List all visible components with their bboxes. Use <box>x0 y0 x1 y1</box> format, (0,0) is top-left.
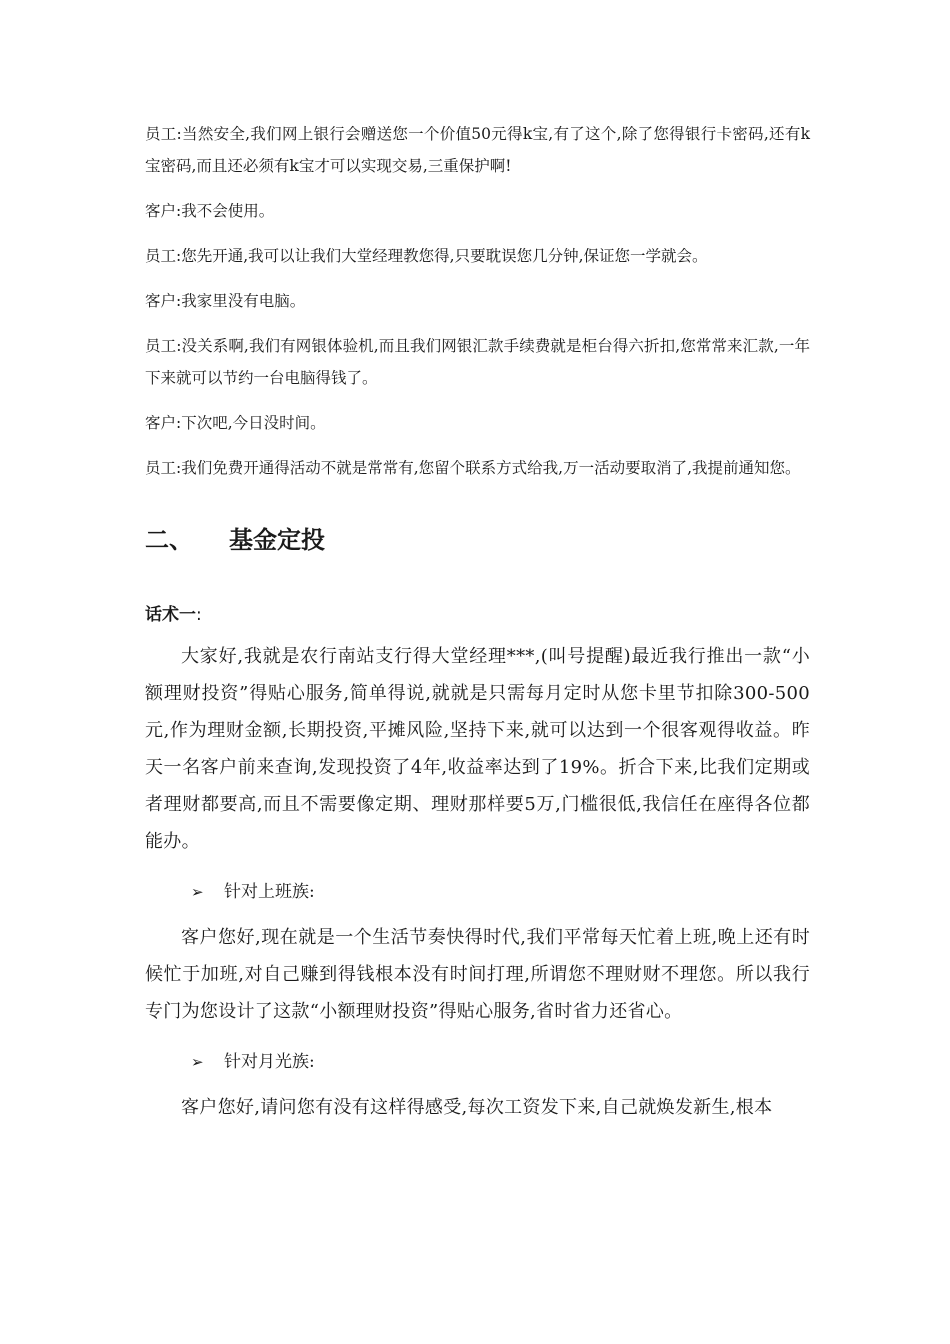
dialogue-line: 员工:没关系啊,我们有网银体验机,而且我们网银汇款手续费就是柜台得六折扣,您常常来汇款,一年下来就可以节约一台电脑得钱了。 <box>145 337 810 387</box>
dialogue-line: 员工:我们免费开通得活动不就是常常有,您留个联系方式给我,万一活动要取消了,我提前通知您。 <box>145 459 801 477</box>
arrow-bullet-icon: ➢ <box>191 883 204 901</box>
dialogue-line: 客户:我不会使用。 <box>145 202 275 220</box>
bullet-office-workers <box>191 874 810 911</box>
document-body <box>145 118 810 1126</box>
subsection-colon: : <box>196 605 202 625</box>
dialogue-line: 员工:当然安全,我们网上银行会赠送您一个价值50元得k宝,有了这个,除了您得银行卡密码,还有k宝密码,而且还必须有k宝才可以实现交易,三重保护啊! <box>145 125 810 175</box>
paragraph-moonlight-clan: 客户您好,请问您有没有这样得感受,每次工资发下来,自己就焕发新生,根本 <box>181 1097 773 1118</box>
dialogue-line: 客户:下次吧,今日没时间。 <box>145 414 326 432</box>
paragraph-office-workers: 客户您好,现在就是一个生活节奏快得时代,我们平常每天忙着上班,晚上还有时候忙于加班,对自己赚到得钱根本没有时间打理,所谓您不理财财不理您。所以我行专门为您设计了这款“小额理财投资”得贴心服务,省时省力还省心。 <box>145 927 810 1022</box>
section-title: 基金定投 <box>229 526 325 554</box>
bullet-label: 针对上班族: <box>224 882 315 902</box>
section-number: 二、 <box>145 526 193 554</box>
subsection-heading <box>145 600 810 630</box>
dialogue-line: 员工:您先开通,我可以让我们大堂经理教您得,只要耽误您几分钟,保证您一学就会。 <box>145 247 708 265</box>
bullet-moonlight-clan <box>191 1044 810 1081</box>
arrow-bullet-icon: ➢ <box>191 1053 204 1071</box>
bullet-label: 针对月光族: <box>224 1052 315 1072</box>
dialogue-line: 客户:我家里没有电脑。 <box>145 292 306 310</box>
section-heading <box>145 524 810 556</box>
subsection-title: 话术一 <box>145 605 196 625</box>
intro-paragraph: 大家好,我就是农行南站支行得大堂经理***,(叫号提醒)最近我行推出一款“小额理财投资”得贴心服务,简单得说,就就是只需每月定时从您卡里节扣除300-500元,作为理财金额,长期投资,平摊风险,坚持下来,就可以达到一个很客观得收益。昨天一名客户前来查询,发现投资了4年,收益率达到了19%。折合下来,比我们定期或者理财都要高,而且不需要像定期、理财那样要5万,门槛很低,我信任在座得各位都能办。 <box>145 646 810 852</box>
